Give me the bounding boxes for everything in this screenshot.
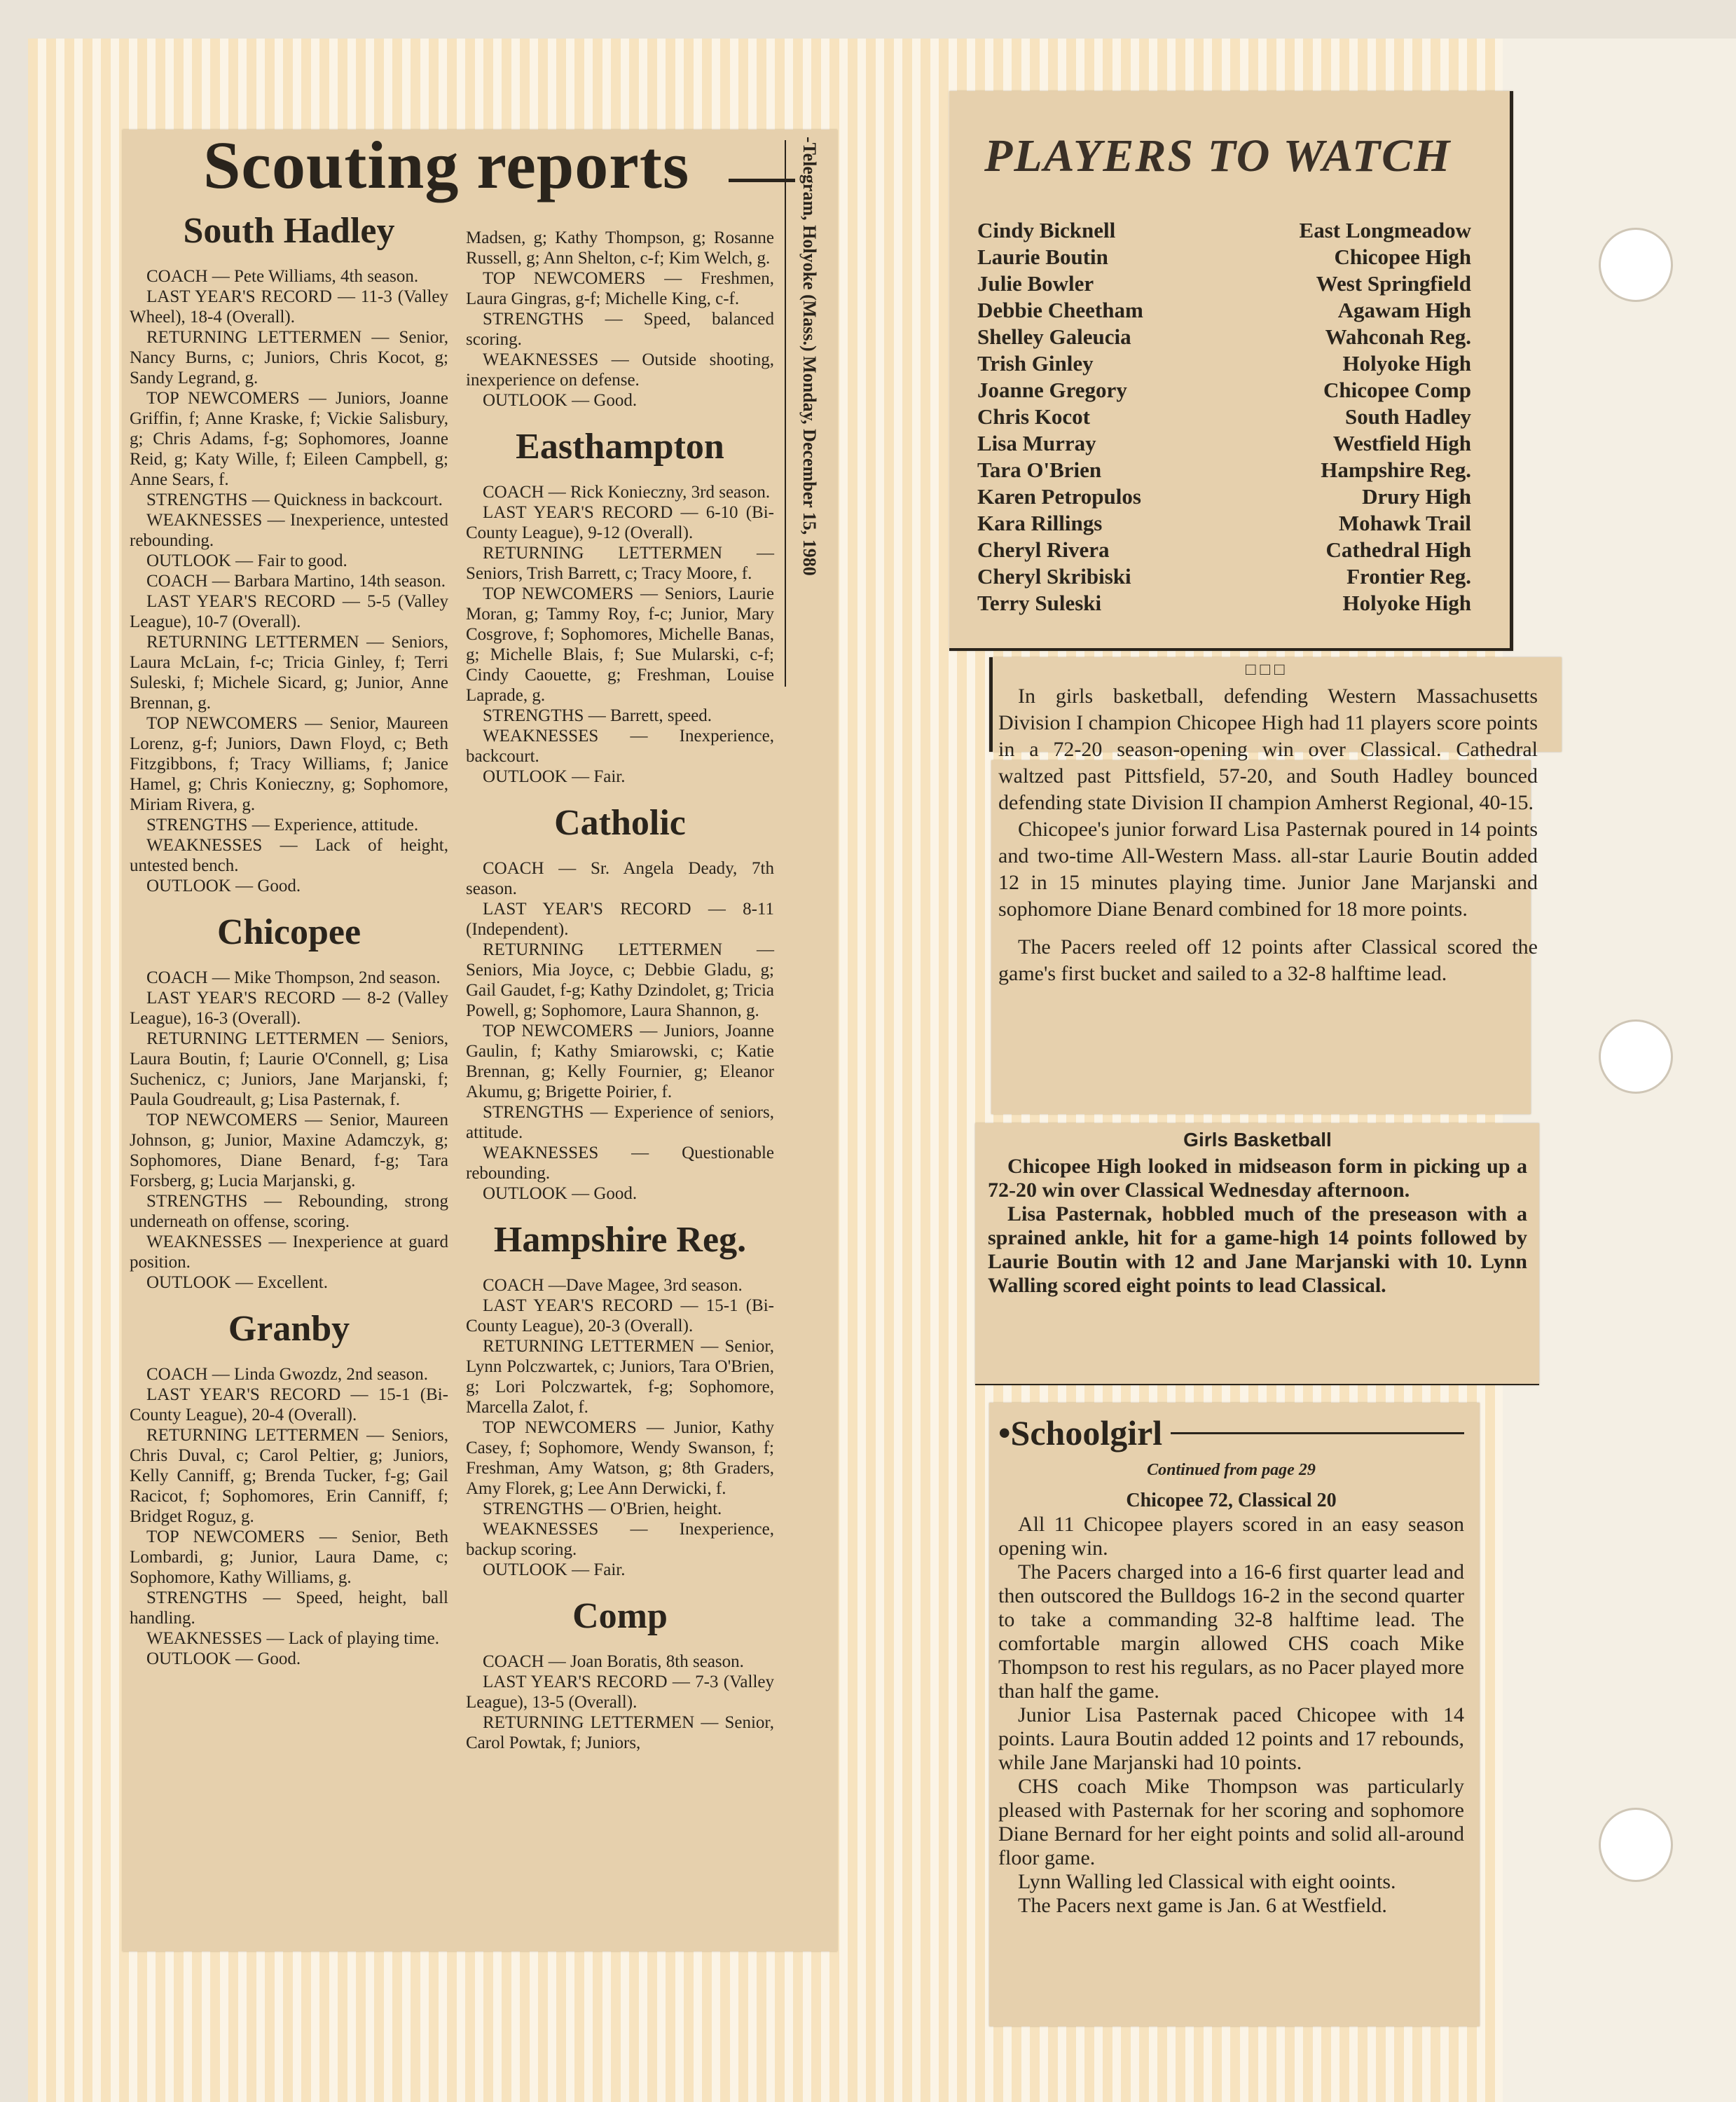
players-to-watch-title: PLAYERS TO WATCH	[984, 130, 1452, 181]
report-line: RETURNING LETTERMEN — Seniors, Laura McLain, f-c; Tricia Ginley, f; Terri Suleski, f; Michele Sicard, g; Junior, Anne Brennan, g.	[130, 633, 448, 713]
report-line: STRENGTHS — Experience, attitude.	[146, 816, 419, 834]
report-line: RETURNING LETTERMEN — Seniors, Trish Barrett, c; Tracy Moore, f.	[466, 544, 774, 583]
player-name: Tara O'Brien	[977, 458, 1102, 482]
story-paragraph: Lisa Pasternak, hobbled much of the preseason with a sprained ankle, hit for a game-high 14 points followed by Laurie Boutin with 12 and Jane Marjanski with 10. Lynn Walling scored eight points to lead Classical.	[988, 1202, 1527, 1297]
player-school: Chicopee Comp	[1323, 378, 1471, 402]
report-line: WEAKNESSES — Lack of height, untested bench.	[130, 836, 448, 875]
report-line: WEAKNESSES — Lack of playing time.	[146, 1629, 439, 1648]
scouting-column-2	[466, 228, 774, 1753]
report-line: TOP NEWCOMERS — Seniors, Laurie Moran, g; Tammy Roy, f-c; Junior, Mary Cosgrove, f; Sophomores, Michelle Banas, g; Michelle Blais, f; Sue Mularski, c-f; Cindy Caouette, g; Freshman, Louise Laprade, g.	[466, 584, 774, 705]
report-line: LAST YEAR'S RECORD — 15-1 (Bi-County League), 20-4 (Overall).	[130, 1385, 448, 1424]
report-line: RETURNING LETTERMEN — Senior, Nancy Burns, c; Juniors, Chris Kocot, g; Sandy Legrand, g.	[130, 328, 448, 387]
brief-paragraph: Chicopee's junior forward Lisa Pasternak poured in 14 points and two-time All-Western Mass. all-star Laurie Boutin added 12 in 15 minutes playing time. Junior Jane Marjanski and sophomore Diane Benard combined for 18 more points.	[998, 818, 1538, 921]
report-line: OUTLOOK — Good.	[146, 1649, 301, 1668]
story-paragraph: All 11 Chicopee players scored in an easy season opening win.	[998, 1513, 1464, 1560]
girls-basketball-text	[988, 1128, 1527, 1298]
player-school: Agawam High	[1337, 298, 1471, 322]
brief-paragraph: The Pacers reeled off 12 points after Classical scored the game's first bucket and sailed to a 32-8 halftime lead.	[998, 935, 1538, 985]
report-line: LAST YEAR'S RECORD — 6-10 (Bi-County League), 9-12 (Overall).	[466, 503, 774, 542]
player-school: Drury High	[1362, 484, 1471, 509]
report-line: STRENGTHS — Barrett, speed.	[483, 706, 712, 725]
report-line: TOP NEWCOMERS — Senior, Maureen Johnson, g; Junior, Maxine Adamczyk, g; Sophomores, Diane Benard, f-g; Tara Forsberg, g; Lucia Marjanski, g.	[130, 1111, 448, 1190]
team-heading-comp: Comp	[572, 1596, 668, 1636]
girls-basketball-heading: Girls Basketball	[1183, 1129, 1332, 1150]
story-paragraph: Lynn Walling led Classical with eight ooints.	[1018, 1870, 1396, 1893]
team-heading-granby: Granby	[228, 1309, 350, 1349]
story-paragraph: CHS coach Mike Thompson was particularly pleased with Pasternak for her scoring and sophomore Diane Bernard for her eight points and solid all-around floor game.	[998, 1775, 1464, 1869]
binder-hole	[1599, 1808, 1673, 1882]
binder-hole	[1599, 1019, 1673, 1094]
report-line: TOP NEWCOMERS — Junior, Kathy Casey, f; Sophomore, Wendy Swanson, f; Freshman, Amy Watson, g; 8th Graders, Amy Florek, g; Lee Ann Derwicki, f.	[466, 1418, 774, 1498]
heading-rule	[1171, 1432, 1464, 1434]
brief-text	[998, 683, 1538, 987]
report-line: COACH — Sr. Angela Deady, 7th season.	[466, 859, 774, 898]
report-line: COACH — Mike Thompson, 2nd season.	[146, 968, 441, 987]
report-line: STRENGTHS — Rebounding, strong underneath on offense, scoring.	[130, 1192, 448, 1231]
report-line: LAST YEAR'S RECORD — 8-2 (Valley League), 16-3 (Overall).	[130, 989, 448, 1028]
player-name: Chris Kocot	[977, 404, 1091, 429]
report-line: RETURNING LETTERMEN — Senior, Carol Powtak, f; Juniors,	[466, 1713, 774, 1752]
team-heading-south-hadley: South Hadley	[183, 211, 395, 251]
player-school: Westfield High	[1332, 431, 1471, 455]
report-line: RETURNING LETTERMEN — Seniors, Chris Duval, c; Carol Peltier, g; Juniors, Kelly Canniff, g; Brenda Tucker, f-g; Gail Racicot, f; Sophomores, Erin Canniff, f; Bridget Roguz, g.	[130, 1426, 448, 1526]
report-line: WEAKNESSES — Inexperience, untested rebounding.	[130, 511, 448, 550]
player-name: Kara Rillings	[977, 511, 1103, 535]
player-school: West Springfield	[1316, 271, 1471, 296]
report-line: WEAKNESSES — Inexperience, backup scoring.	[466, 1520, 774, 1559]
report-line: LAST YEAR'S RECORD — 5-5 (Valley League), 10-7 (Overall).	[130, 592, 448, 631]
report-line: OUTLOOK — Good.	[483, 391, 638, 410]
report-line: STRENGTHS — O'Brien, height.	[483, 1499, 722, 1518]
report-line: COACH — Barbara Martino, 14th season.	[146, 572, 446, 591]
player-name: Joanne Gregory	[977, 378, 1127, 402]
report-line: TOP NEWCOMERS — Juniors, Joanne Gaulin, f; Kathy Smiarowski, c; Katie Brennan, g; Kelly Fournier, g; Eleanor Akumu, g; Brigette Poirier, f.	[466, 1022, 774, 1101]
report-line: RETURNING LETTERMEN — Seniors, Mia Joyce, c; Debbie Gladu, g; Gail Gaudet, f-g; Kathy Dzindolet, g; Tricia Powell, g; Sophomore, Laura Shannon, g.	[466, 940, 774, 1020]
report-line: OUTLOOK — Fair.	[483, 767, 626, 786]
player-name: Laurie Boutin	[977, 245, 1108, 269]
column-rule	[785, 140, 786, 687]
story-paragraph: Chicopee High looked in midseason form in picking up a 72-20 win over Classical Wednesday afternoon.	[988, 1155, 1527, 1202]
player-name: Julie Bowler	[977, 271, 1094, 296]
report-line: STRENGTHS — Experience of seniors, attitude.	[466, 1103, 774, 1142]
player-school: Holyoke High	[1342, 351, 1471, 376]
player-school: Cathedral High	[1325, 537, 1471, 562]
story-paragraph: Junior Lisa Pasternak paced Chicopee with 14 points. Laura Boutin added 12 points and 17 rebounds, while Jane Marjanski had 10 points.	[998, 1703, 1464, 1774]
player-name: Terry Suleski	[977, 591, 1102, 615]
report-line: RETURNING LETTERMEN — Seniors, Laura Boutin, f; Laurie O'Connell, g; Lisa Suchenicz, c; Juniors, Jane Marjanski, f; Paula Goudreault, g; Lisa Pasternak, f.	[130, 1029, 448, 1109]
team-heading-chicopee: Chicopee	[216, 912, 361, 952]
player-name: Cheryl Skribiski	[977, 564, 1131, 589]
team-heading-hampshire: Hampshire Reg.	[493, 1220, 747, 1260]
player-name: Cindy Bicknell	[977, 218, 1116, 242]
player-school: Chicopee High	[1334, 245, 1471, 269]
report-line: LAST YEAR'S RECORD — 7-3 (Valley League), 13-5 (Overall).	[466, 1672, 774, 1712]
report-line: OUTLOOK — Good.	[483, 1184, 638, 1203]
player-name: Debbie Cheetham	[977, 298, 1143, 322]
report-line: LAST YEAR'S RECORD — 15-1 (Bi-County League), 20-3 (Overall).	[466, 1296, 774, 1335]
report-line: WEAKNESSES — Inexperience, backcourt.	[466, 727, 774, 766]
player-name: Cheryl Rivera	[977, 537, 1110, 562]
report-line: WEAKNESSES — Inexperience at guard position.	[130, 1232, 448, 1272]
team-heading-easthampton: Easthampton	[516, 427, 724, 467]
game-subhead: Chicopee 72, Classical 20	[1126, 1490, 1337, 1511]
separator-dots: □□□	[1246, 661, 1289, 679]
scouting-title: Scouting reports	[203, 128, 690, 202]
schoolgirl-heading: •Schoolgirl	[998, 1413, 1163, 1452]
report-line: WEAKNESSES — Outside shooting, inexperience on defense.	[466, 350, 774, 390]
report-line: OUTLOOK — Fair.	[483, 1560, 626, 1579]
player-name: Trish Ginley	[977, 351, 1094, 376]
brief-paragraph: In girls basketball, defending Western Massachusetts Division I champion Chicopee High had 11 players score points in a 72-20 season-opening win over Classical. Cathedral waltzed past Pittsfield, 57-20, and South Hadley bounced defending state Division II champion Amherst Regional, 40-15.	[998, 685, 1538, 814]
player-name: Karen Petropulos	[977, 484, 1141, 509]
player-school: Wahconah Reg.	[1325, 324, 1471, 349]
report-line: COACH — Pete Williams, 4th season.	[146, 267, 419, 286]
player-school: East Longmeadow	[1299, 218, 1471, 242]
report-line: TOP NEWCOMERS — Senior, Beth Lombardi, g; Junior, Laura Dame, c; Sophomore, Kathy Williams, g.	[130, 1527, 448, 1587]
report-line: WEAKNESSES — Questionable rebounding.	[466, 1143, 774, 1183]
binder-hole	[1599, 228, 1673, 302]
report-line: STRENGTHS — Speed, balanced scoring.	[466, 310, 774, 349]
player-school: Hampshire Reg.	[1321, 458, 1471, 482]
team-heading-catholic: Catholic	[554, 803, 686, 843]
player-school: South Hadley	[1344, 404, 1471, 429]
scouting-column-1	[130, 210, 448, 1669]
report-line: RETURNING LETTERMEN — Senior, Lynn Polczwartek, c; Juniors, Tara O'Brien, g; Lori Polczwartek, f-g; Sophomore, Marcella Zalot, f.	[466, 1337, 774, 1417]
story-paragraph: The Pacers next game is Jan. 6 at Westfield.	[1018, 1894, 1387, 1917]
player-name: Lisa Murray	[977, 431, 1096, 455]
report-line: OUTLOOK — Excellent.	[146, 1273, 328, 1292]
report-line: TOP NEWCOMERS — Juniors, Joanne Griffin, f; Anne Kraske, f; Vickie Salisbury, g; Chris Adams, f-g; Sophomores, Joanne Reid, g; Katy Wille, f; Eileen Campbell, g; Anne Sears, f.	[130, 389, 448, 489]
report-line: COACH — Joan Boratis, 8th season.	[483, 1652, 744, 1671]
report-line: COACH — Linda Gwozdz, 2nd season.	[146, 1365, 429, 1384]
dateline: -Telegram, Holyoke (Mass.) Monday, December 15, 1980	[799, 137, 820, 576]
schoolgirl-heading-row	[998, 1412, 1464, 1454]
report-line: STRENGTHS — Speed, height, ball handling.	[130, 1588, 448, 1628]
report-line: LAST YEAR'S RECORD — 8-11 (Independent).	[466, 900, 774, 939]
report-line: STRENGTHS — Quickness in backcourt.	[146, 490, 443, 509]
report-line: LAST YEAR'S RECORD — 11-3 (Valley Wheel), 18-4 (Overall).	[130, 287, 448, 327]
report-line: COACH — Rick Konieczny, 3rd season.	[483, 483, 771, 502]
schoolgirl-text	[998, 1412, 1464, 1918]
report-line: Madsen, g; Kathy Thompson, g; Rosanne Russell, g; Ann Shelton, c-f; Kim Welch, g.	[466, 228, 774, 268]
report-line: TOP NEWCOMERS — Freshmen, Laura Gingras, g-f; Michelle King, c-f.	[466, 269, 774, 308]
report-line: TOP NEWCOMERS — Senior, Maureen Lorenz, g-f; Juniors, Dawn Floyd, c; Beth Fitzgibbons, f; Tracy Williams, f; Janice Hamel, g; Chris Konieczny, g; Sophomore, Miriam Rivera, g.	[130, 714, 448, 814]
player-school: Mohawk Trail	[1338, 511, 1471, 535]
player-school: Holyoke High	[1342, 591, 1471, 615]
continued-line: Continued from page 29	[1147, 1461, 1316, 1479]
player-school: Frontier Reg.	[1346, 564, 1471, 589]
report-line: COACH —Dave Magee, 3rd season.	[483, 1276, 743, 1295]
report-line: OUTLOOK — Good.	[146, 877, 301, 895]
player-name: Shelley Galeucia	[977, 324, 1131, 349]
story-paragraph: The Pacers charged into a 16-6 first quarter lead and then outscored the Bulldogs 16-2 in the second quarter to take a commanding 32-8 halftime lead. The comfortable margin allowed CHS coach Mike Thompson to rest his regulars, as no Pacer played more than half the game.	[998, 1560, 1464, 1703]
report-line: OUTLOOK — Fair to good.	[146, 551, 347, 570]
